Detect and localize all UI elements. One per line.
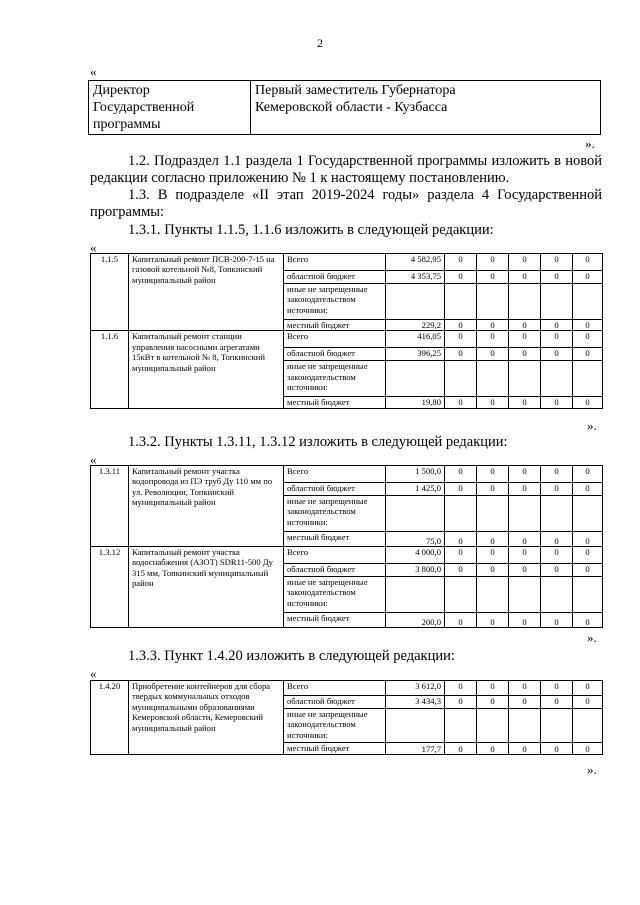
year-value-cell: 0 — [445, 696, 477, 709]
year-value-cell: 0 — [445, 681, 477, 696]
item-code: 1.1.5 — [91, 254, 129, 331]
year-value-cell: 0 — [573, 613, 603, 628]
year-value-cell: 0 — [573, 696, 603, 709]
amount-cell: 229,2 — [386, 320, 445, 331]
year-value-cell: 0 — [477, 681, 509, 696]
signature-left-line: программы — [93, 117, 161, 132]
year-value-cell: 0 — [573, 681, 603, 696]
source-total: Всего — [284, 547, 386, 564]
empty-cell — [573, 361, 603, 397]
empty-cell — [541, 709, 573, 743]
amount-cell: 4 000,0 — [386, 547, 445, 564]
year-value-cell: 0 — [541, 271, 573, 284]
empty-cell — [386, 496, 445, 532]
year-value-cell: 0 — [509, 547, 541, 564]
year-value-cell: 0 — [477, 320, 509, 331]
year-value-cell: 0 — [541, 681, 573, 696]
table-row — [91, 681, 603, 696]
item-code: 1.4.20 — [91, 681, 129, 755]
paragraph-1-3-1: 1.3.1. Пункты 1.1.5, 1.1.6 изложить в следующей редакции: — [128, 222, 494, 238]
year-value-cell: 0 — [477, 466, 509, 483]
year-value-cell: 0 — [573, 743, 603, 755]
quote-open: « — [90, 452, 97, 467]
empty-cell — [509, 284, 541, 320]
empty-cell — [573, 577, 603, 613]
year-value-cell: 0 — [509, 320, 541, 331]
year-value-cell: 0 — [573, 348, 603, 361]
empty-cell — [445, 709, 477, 743]
empty-cell — [445, 496, 477, 532]
year-value-cell: 0 — [541, 743, 573, 755]
empty-cell — [541, 496, 573, 532]
year-value-cell: 0 — [573, 532, 603, 547]
year-value-cell: 0 — [541, 483, 573, 496]
year-value-cell: 0 — [445, 271, 477, 284]
source-regional: областной бюджет — [284, 564, 386, 577]
data-table-2 — [90, 465, 603, 628]
amount-cell: 75,0 — [386, 532, 445, 547]
year-value-cell: 0 — [541, 331, 573, 348]
page-number: 2 — [317, 36, 323, 50]
year-value-cell: 0 — [445, 254, 477, 271]
year-value-cell: 0 — [477, 483, 509, 496]
year-value-cell: 0 — [445, 613, 477, 628]
year-value-cell: 0 — [477, 696, 509, 709]
year-value-cell: 0 — [477, 532, 509, 547]
signature-right-line: Первый заместитель Губернатора — [255, 83, 456, 98]
year-value-cell: 0 — [445, 547, 477, 564]
source-regional: областной бюджет — [284, 271, 386, 284]
source-local: местный бюджет — [284, 743, 386, 755]
year-value-cell: 0 — [573, 254, 603, 271]
year-value-cell: 0 — [541, 532, 573, 547]
paragraph-1-3-2: 1.3.2. Пункты 1.3.11, 1.3.12 изложить в следующей редакции: — [128, 434, 508, 450]
year-value-cell: 0 — [541, 547, 573, 564]
year-value-cell: 0 — [509, 331, 541, 348]
year-value-cell: 0 — [509, 483, 541, 496]
year-value-cell: 0 — [509, 271, 541, 284]
source-local: местный бюджет — [284, 613, 386, 628]
item-code: 1.1.6 — [91, 331, 129, 408]
empty-cell — [445, 284, 477, 320]
year-value-cell: 0 — [541, 696, 573, 709]
year-value-cell: 0 — [573, 397, 603, 408]
empty-cell — [541, 577, 573, 613]
amount-cell: 416,05 — [386, 331, 445, 348]
year-value-cell: 0 — [477, 397, 509, 408]
quote-close: ». — [587, 630, 597, 645]
source-other: иные не запрещенные законодательством источники: — [284, 496, 386, 532]
year-value-cell: 0 — [445, 532, 477, 547]
amount-cell: 3 800,0 — [386, 564, 445, 577]
signature-left — [89, 81, 251, 135]
year-value-cell: 0 — [477, 743, 509, 755]
source-total: Всего — [284, 681, 386, 696]
year-value-cell: 0 — [541, 348, 573, 361]
amount-cell: 19,80 — [386, 397, 445, 408]
year-value-cell: 0 — [509, 743, 541, 755]
amount-cell: 4 353,75 — [386, 271, 445, 284]
year-value-cell: 0 — [541, 564, 573, 577]
source-other: иные не запрещенные законодательством источники: — [284, 709, 386, 743]
empty-cell — [541, 361, 573, 397]
empty-cell — [386, 577, 445, 613]
empty-cell — [573, 496, 603, 532]
amount-cell: 3 612,0 — [386, 681, 445, 696]
year-value-cell: 0 — [445, 320, 477, 331]
source-other: иные не запрещенные законодательством источники: — [284, 361, 386, 397]
amount-cell: 396,25 — [386, 348, 445, 361]
year-value-cell: 0 — [445, 483, 477, 496]
year-value-cell: 0 — [573, 483, 603, 496]
item-name: Приобретение контейнеров для сбора твердых коммунальных отходов муниципальными образованиями Кемеровской области, Кемеровский муниципальный район — [129, 681, 284, 755]
empty-cell — [477, 496, 509, 532]
year-value-cell: 0 — [541, 320, 573, 331]
empty-cell — [445, 577, 477, 613]
year-value-cell: 0 — [445, 331, 477, 348]
year-value-cell: 0 — [477, 564, 509, 577]
year-value-cell: 0 — [445, 348, 477, 361]
year-value-cell: 0 — [477, 331, 509, 348]
source-total: Всего — [284, 466, 386, 483]
year-value-cell: 0 — [509, 613, 541, 628]
signature-left-line: Государственной — [93, 100, 195, 115]
source-local: местный бюджет — [284, 397, 386, 408]
amount-cell: 1 425,0 — [386, 483, 445, 496]
year-value-cell: 0 — [509, 696, 541, 709]
source-other: иные не запрещенные законодательством источники: — [284, 284, 386, 320]
year-value-cell: 0 — [573, 331, 603, 348]
year-value-cell: 0 — [573, 547, 603, 564]
year-value-cell: 0 — [477, 254, 509, 271]
year-value-cell: 0 — [445, 466, 477, 483]
empty-cell — [386, 709, 445, 743]
signature-left-line: Директор — [93, 83, 150, 98]
source-regional: областной бюджет — [284, 348, 386, 361]
year-value-cell: 0 — [477, 271, 509, 284]
empty-cell — [509, 709, 541, 743]
paragraph-1-3: 1.3. В подразделе «II этап 2019-2024 годы» раздела 4 Государственной программы: — [90, 187, 602, 220]
quote-close: ». — [587, 418, 597, 433]
source-regional: областной бюджет — [284, 696, 386, 709]
year-value-cell: 0 — [509, 348, 541, 361]
year-value-cell: 0 — [509, 397, 541, 408]
empty-cell — [477, 361, 509, 397]
item-name: Капитальный ремонт участка водоснабжения (АЗОТ) SDR11-500 Ду 315 мм, Топкинский муниципальный район — [129, 547, 284, 628]
year-value-cell: 0 — [541, 254, 573, 271]
year-value-cell: 0 — [573, 564, 603, 577]
year-value-cell: 0 — [509, 564, 541, 577]
quote-open: « — [90, 666, 97, 681]
quote-close: ». — [587, 762, 597, 777]
year-value-cell: 0 — [445, 564, 477, 577]
table-row — [91, 466, 603, 483]
empty-cell — [541, 284, 573, 320]
empty-cell — [573, 709, 603, 743]
signature-right — [251, 81, 601, 135]
amount-cell: 4 582,95 — [386, 254, 445, 271]
item-code: 1.3.11 — [91, 466, 129, 547]
item-name: Капитальный ремонт станции управления насосными агрегатами 15кВт в котельной № 8, Топкинский муниципальный район — [129, 331, 284, 408]
source-local: местный бюджет — [284, 320, 386, 331]
year-value-cell: 0 — [445, 743, 477, 755]
year-value-cell: 0 — [541, 397, 573, 408]
year-value-cell: 0 — [445, 397, 477, 408]
year-value-cell: 0 — [509, 681, 541, 696]
item-code: 1.3.12 — [91, 547, 129, 628]
year-value-cell: 0 — [541, 466, 573, 483]
table-row — [91, 331, 603, 348]
empty-cell — [477, 284, 509, 320]
empty-cell — [445, 361, 477, 397]
amount-cell: 177,7 — [386, 743, 445, 755]
source-total: Всего — [284, 254, 386, 271]
year-value-cell: 0 — [509, 254, 541, 271]
empty-cell — [509, 577, 541, 613]
amount-cell: 3 434,3 — [386, 696, 445, 709]
quote-close: ». — [585, 136, 595, 151]
source-local: местный бюджет — [284, 532, 386, 547]
item-name: Капитальный ремонт ПСВ-200-7-15 на газовой котельной №8, Топкинский муниципальный район — [129, 254, 284, 331]
data-table-3 — [90, 680, 603, 755]
paragraph-1-2: 1.2. Подраздел 1.1 раздела 1 Государственной программы изложить в новой редакции согласно приложению № 1 к настоящему постановлению. — [90, 153, 602, 186]
signature-table — [88, 80, 601, 135]
year-value-cell: 0 — [477, 547, 509, 564]
source-total: Всего — [284, 331, 386, 348]
paragraph-1-3-3: 1.3.3. Пункт 1.4.20 изложить в следующей редакции: — [128, 648, 455, 664]
empty-cell — [386, 284, 445, 320]
year-value-cell: 0 — [477, 613, 509, 628]
year-value-cell: 0 — [573, 271, 603, 284]
item-name: Капитальный ремонт участка водопровода из ПЭ труб Ду 110 мм по ул. Революции, Топкинский муниципальный район — [129, 466, 284, 547]
empty-cell — [509, 496, 541, 532]
data-table-1 — [90, 253, 603, 409]
empty-cell — [509, 361, 541, 397]
empty-cell — [477, 709, 509, 743]
year-value-cell: 0 — [509, 466, 541, 483]
quote-open: « — [90, 240, 97, 255]
source-regional: областной бюджет — [284, 483, 386, 496]
year-value-cell: 0 — [509, 532, 541, 547]
table-row — [91, 254, 603, 271]
quote-open: « — [90, 64, 97, 79]
empty-cell — [573, 284, 603, 320]
year-value-cell: 0 — [573, 320, 603, 331]
amount-cell: 200,0 — [386, 613, 445, 628]
signature-right-line: Кемеровской области - Кузбасса — [255, 100, 448, 115]
year-value-cell: 0 — [477, 348, 509, 361]
year-value-cell: 0 — [573, 466, 603, 483]
amount-cell: 1 500,0 — [386, 466, 445, 483]
empty-cell — [477, 577, 509, 613]
empty-cell — [386, 361, 445, 397]
table-row — [91, 547, 603, 564]
year-value-cell: 0 — [541, 613, 573, 628]
source-other: иные не запрещенные законодательством источники: — [284, 577, 386, 613]
